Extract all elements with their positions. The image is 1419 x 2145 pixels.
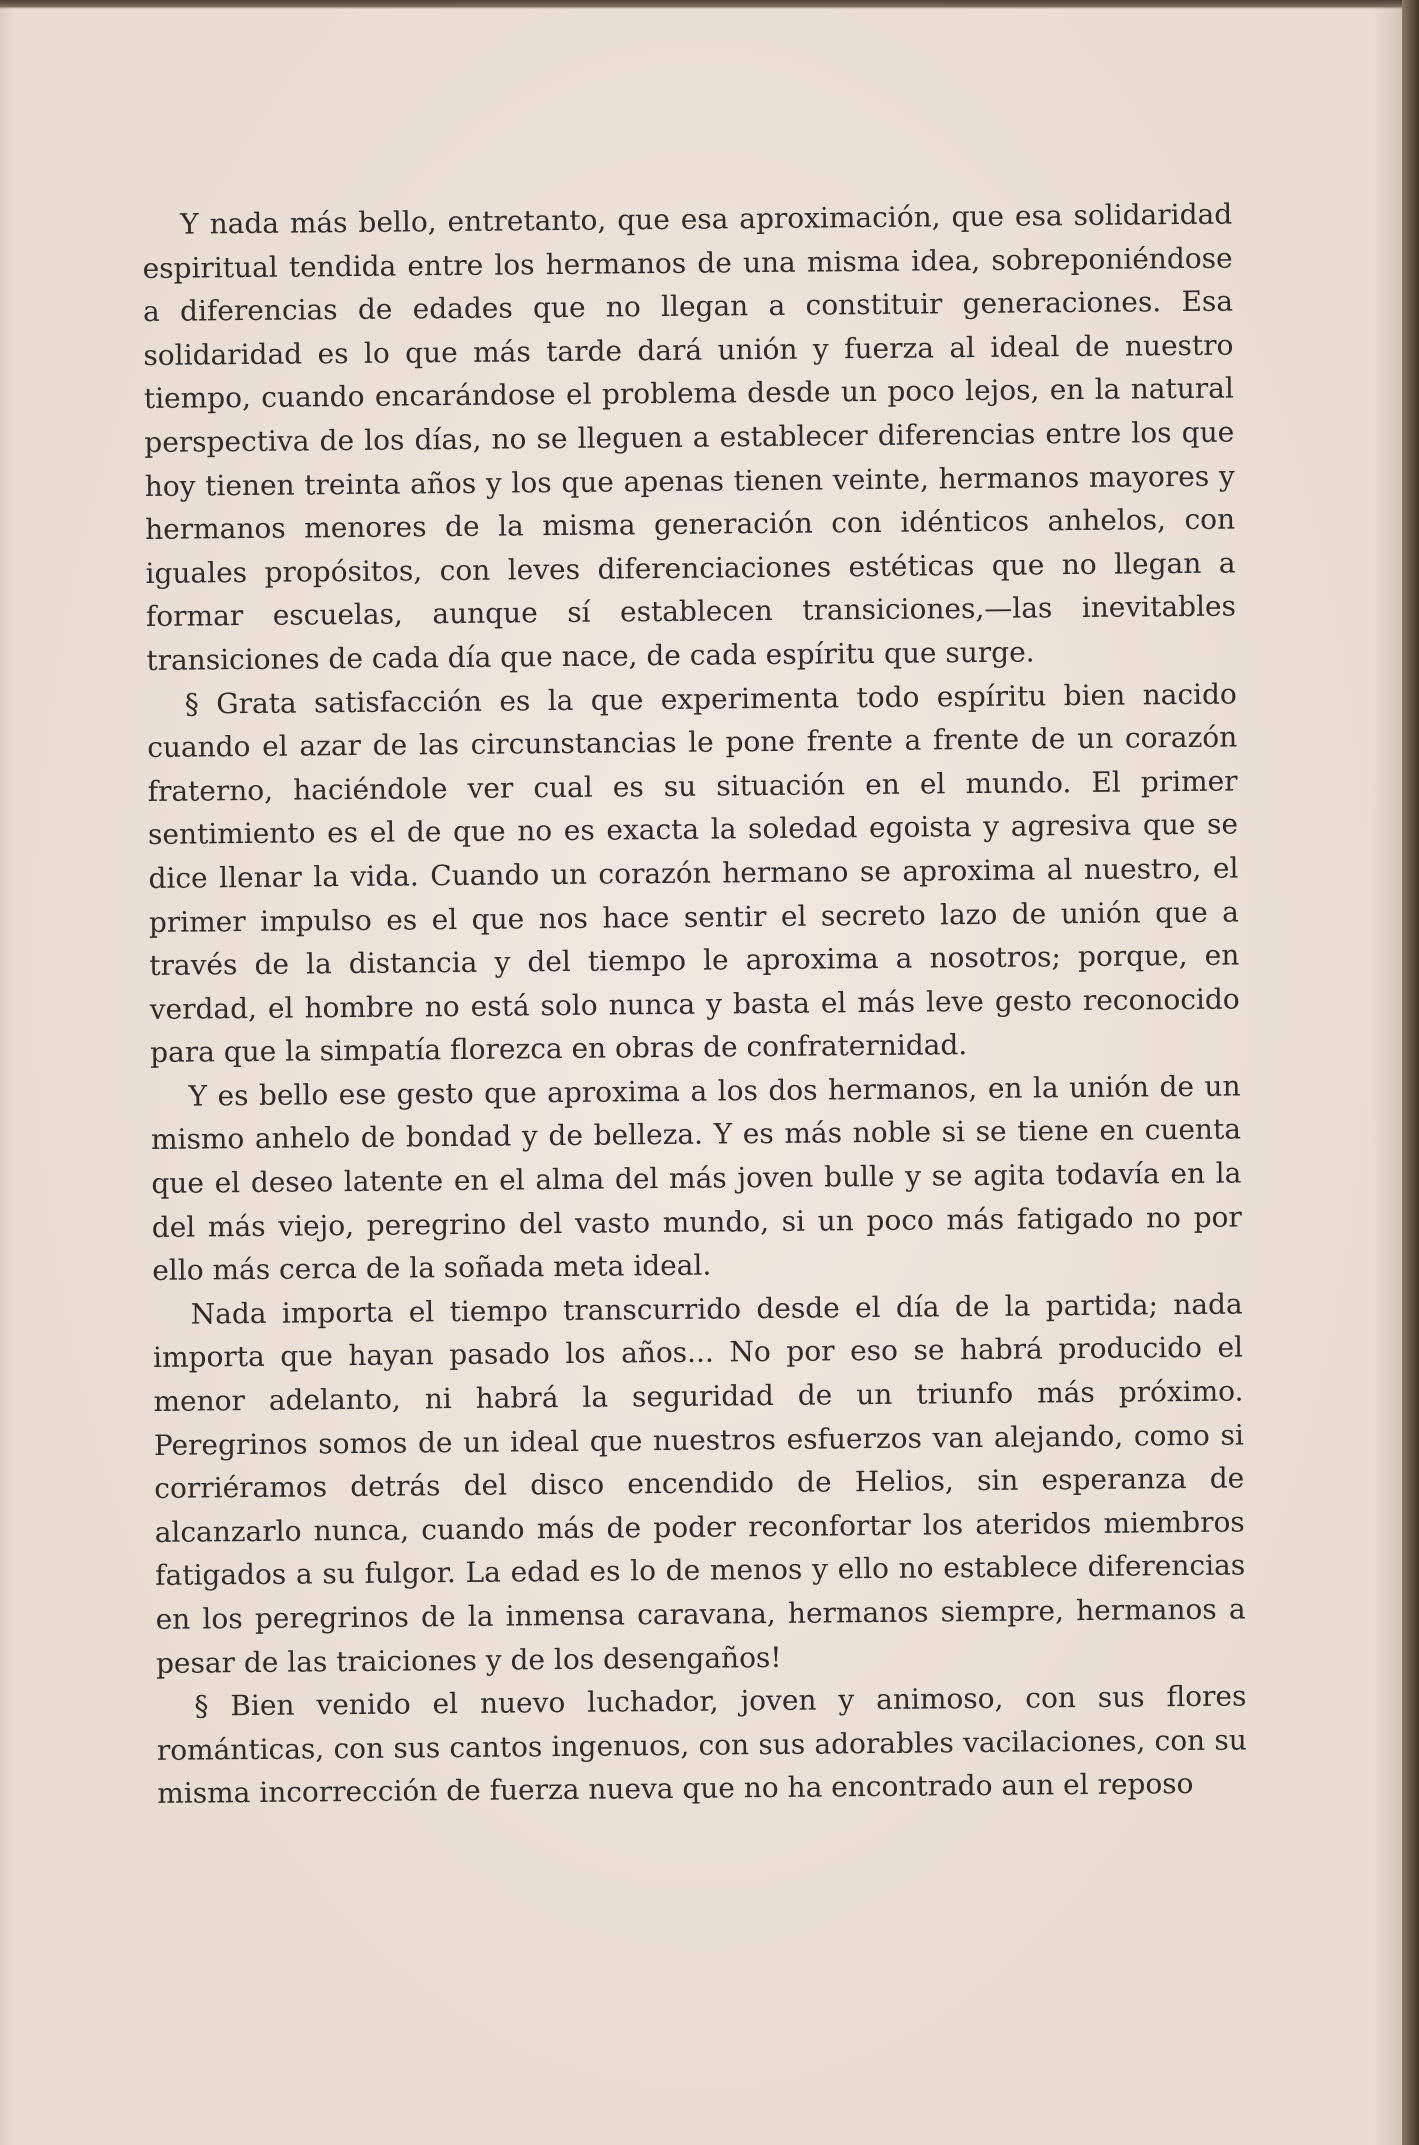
- body-text: [142, 193, 1247, 1816]
- paragraph: § Bien venido el nuevo luchador, joven y animoso, con sus flores románticas, con sus cantos ingenuos, con sus adorables vacilaciones, con su misma incorrección de fuerza nueva que no ha encontrado aun el reposo: [156, 1679, 1247, 1811]
- paragraph: § Grata satisfacción es la que experimenta todo espíritu bien nacido cuando el azar de las circunstancias le pone frente a frente de un corazón fraterno, haciéndole ver cual es su situación en el mundo. El primer sentimiento es el de que no es exacta la soledad egoista y agresiva que se dice llenar la vida. Cuando un corazón hermano se aproxima al nuestro, el primer impulso es el que nos hace sentir el secreto lazo de unión que a través de la distancia y del tiempo le aproxima a nosotros; porque, en verdad, el hombre no está solo nunca y basta el más leve gesto reconocido para que la simpatía florezca en obras de confraternidad.: [147, 677, 1240, 1070]
- paragraph: Nada importa el tiempo transcurrido desde el día de la partida; nada importa que hayan pasado los años... No por eso se habrá producido el menor adelanto, ni habrá la seguridad de un triunfo más próximo. Peregrinos somos de un ideal que nuestros esfuerzos van alejando, como si corriéramos detrás del disco encendido de Helios, sin esperanza de alcanzarlo nunca, cuando más de poder reconfortar los ateridos miembros fatigados a su fulgor. La edad es lo de menos y ello no establece diferencias en los peregrinos de la inmensa caravana, hermanos siempre, hermanos a pesar de las traiciones y de los desengaños!: [152, 1287, 1246, 1680]
- page-top-edge: [0, 0, 1402, 9]
- paragraph: Y nada más bello, entretanto, que esa aproximación, que esa solidaridad espiritual tendida entre los hermanos de una misma idea, sobreponiéndose a diferencias de edades que no llegan a constituir generaciones. Esa solidaridad es lo que más tarde dará unión y fuerza al ideal de nuestro tiempo, cuando encarándose el problema desde un poco lejos, en la natural perspectiva de los días, no se lleguen a establecer diferencias entre los que hoy tienen treinta años y los que apenas tienen veinte, hermanos mayores y hermanos menores de la misma generación con idénticos anhelos, con iguales propósitos, con leves diferenciaciones estéticas que no llegan a formar escuelas, aunque sí establecen transiciones,—las inevitables transiciones de cada día que nace, de cada espíritu que surge.: [142, 197, 1237, 677]
- book-binding-edge: [1402, 0, 1419, 2145]
- paragraph: Y es bello ese gesto que aproxima a los dos hermanos, en la unión de un mismo anhelo de bondad y de belleza. Y es más noble si se tiene en cuenta que el deseo latente en el alma del más joven bulle y se agita todavía en la del más viejo, peregrino del vasto mundo, si un poco más fatigado no por ello más cerca de la soñada meta ideal.: [150, 1069, 1242, 1288]
